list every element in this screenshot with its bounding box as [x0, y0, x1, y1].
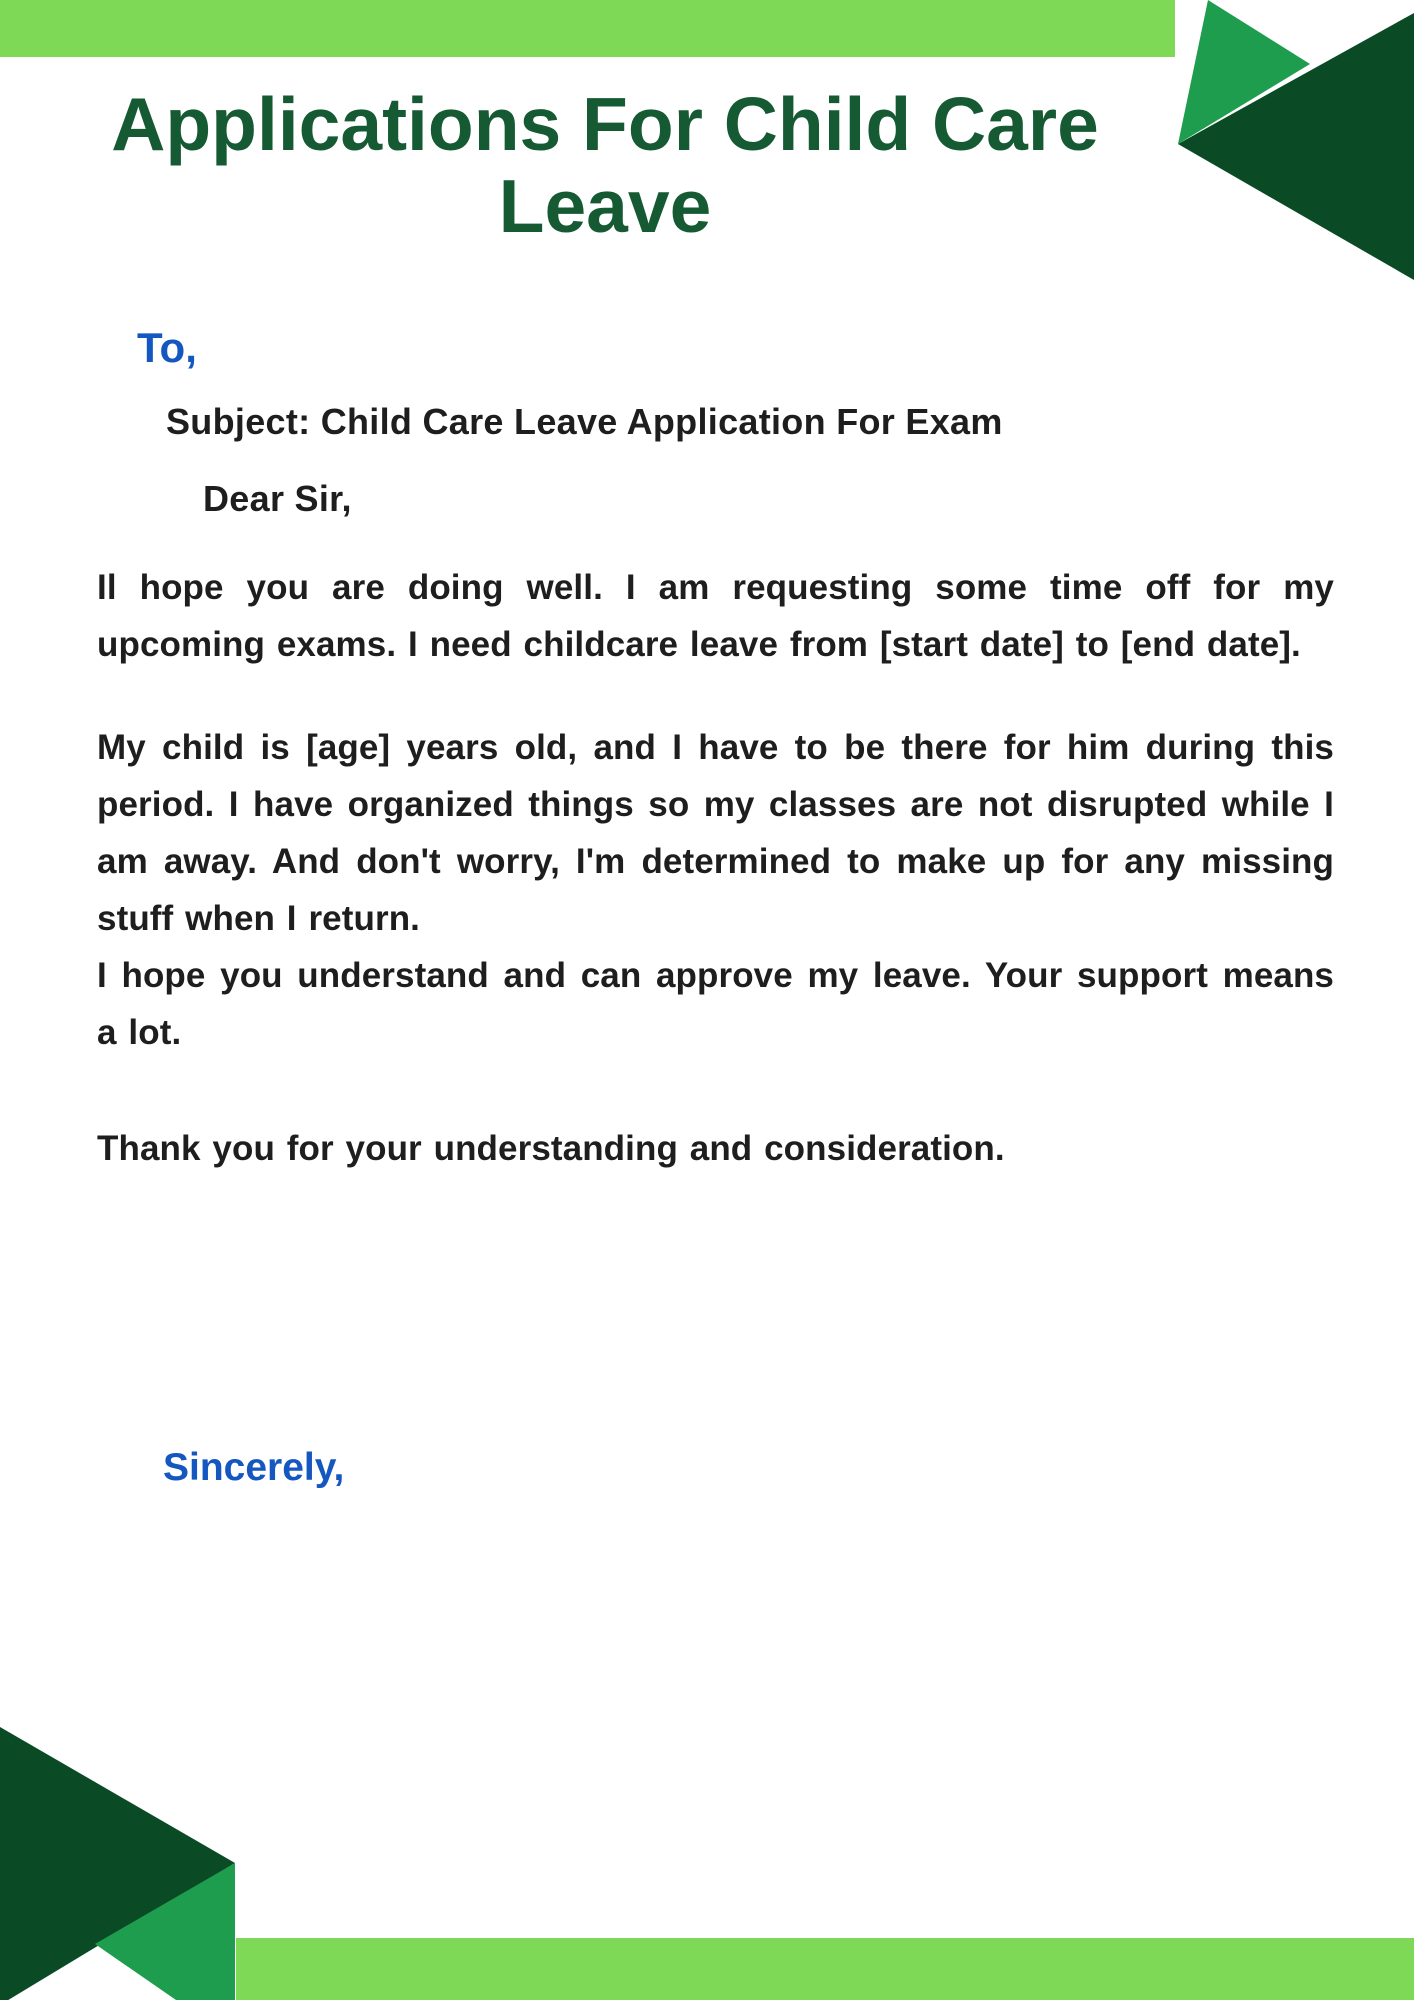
- bottom-left-triangle-dark: [0, 1727, 235, 2000]
- paragraph-greeting-request: Il hope you are doing well. I am requesting some time off for my upcoming exams. I need childcare leave from [start date] to [end date].: [97, 568, 1334, 664]
- closing-signature: Sincerely,: [163, 1446, 345, 1489]
- subject-line: Subject: Child Care Leave Application For Exam: [166, 401, 1003, 442]
- paragraph-approval-request: I hope you understand and can approve my leave. Your support means a lot.: [97, 956, 1334, 1052]
- bottom-left-triangle-medium: [95, 1863, 235, 2000]
- page-title: [0, 83, 1210, 247]
- page-title-line1: Applications For Child Care: [111, 82, 1099, 166]
- page-title-line2: Leave: [498, 164, 712, 248]
- letter-body: [97, 559, 1334, 1177]
- recipient-label: To,: [137, 324, 197, 371]
- salutation: Dear Sir,: [203, 478, 352, 519]
- paragraph-child-details: My child is [age] years old, and I have to be there for him during this period. I have organized things so my classes are not disrupted while I am away. And don't worry, I'm determined to make up for any missing stuff when I return.: [97, 728, 1334, 938]
- bottom-bar: [236, 1938, 1414, 2000]
- paragraph-thanks: Thank you for your understanding and consideration.: [97, 1129, 1005, 1168]
- top-bar: [0, 0, 1175, 57]
- top-right-triangle-dark: [1178, 13, 1414, 280]
